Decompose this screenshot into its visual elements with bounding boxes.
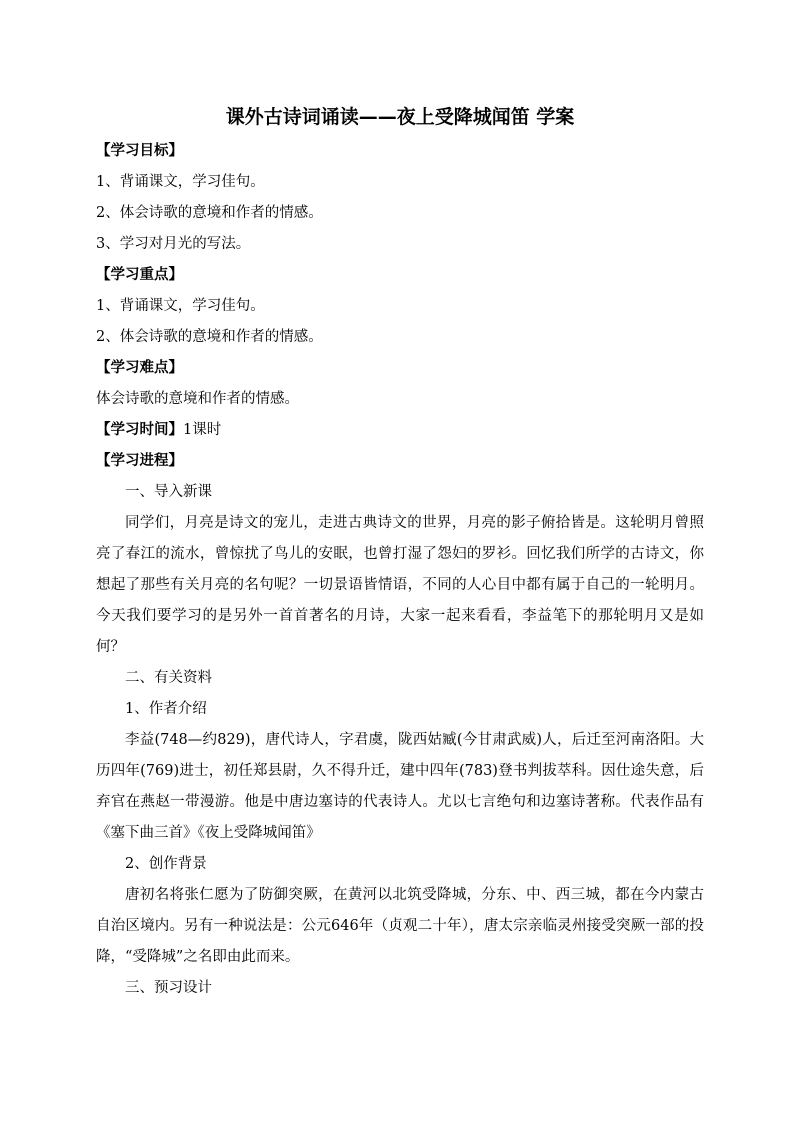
difficulties-heading: 【学习难点】 <box>96 360 183 376</box>
objectives-heading: 【学习目标】 <box>96 143 183 159</box>
key-point-item-1: 1、背诵课文，学习佳句。 <box>96 298 265 314</box>
objective-item-3: 3、学习对月光的写法。 <box>96 236 251 252</box>
section-intro-paragraph: 同学们，月亮是诗文的宠儿，走进古典诗文的世界，月亮的影子俯拾皆是。这轮明月曾照亮了春江的流水，曾惊扰了鸟儿的安眠，也曾打湿了怨妇的罗衫。回忆我们所学的古诗文，你想起了那些有关月亮的名句呢？一切景语皆情语，不同的人心目中都有属于自己的一轮明月。今天我们要学习的是另外一首首著名的月诗，大家一起来看看，李益笔下的那轮明月又是如何？ <box>96 515 704 655</box>
time-value: 1课时 <box>183 422 222 438</box>
objective-item-1: 1、背诵课文，学习佳句。 <box>96 174 265 190</box>
author-intro-paragraph: 李益(748—约829)，唐代诗人，字君虞，陇西姑臧(今甘肃武威)人，后迁至河南洛阳。大历四年(769)进士，初任郑县尉，久不得升迁，建中四年(783)登书判拔萃科。因仕途失意，后弃官在燕赵一带漫游。他是中唐边塞诗的代表诗人。尤以七言绝句和边塞诗著称。代表作品有《塞下曲三首》《夜上受降城闻笛》 <box>96 732 704 841</box>
time-heading: 【学习时间】 <box>96 422 183 438</box>
section-intro-title: 一、导入新课 <box>125 484 212 500</box>
author-intro-title: 1、作者介绍 <box>125 701 207 717</box>
time-row <box>96 415 704 446</box>
process-heading: 【学习进程】 <box>96 453 183 469</box>
document-page <box>96 98 704 1004</box>
difficulties-text: 体会诗歌的意境和作者的情感。 <box>96 391 299 407</box>
background-title: 2、创作背景 <box>125 856 207 872</box>
key-points-heading: 【学习重点】 <box>96 267 183 283</box>
background-paragraph: 唐初名将张仁愿为了防御突厥，在黄河以北筑受降城，分东、中、西三城，都在今内蒙古自治区境内。另有一种说法是：公元646年（贞观二十年），唐太宗亲临灵州接受突厥一部的投降，“受降城”之名即由此而来。 <box>96 887 704 965</box>
document-title: 课外古诗词诵读——夜上受降城闻笛 学案 <box>225 106 575 128</box>
section-preview-title: 三、预习设计 <box>125 980 212 996</box>
section-materials-title: 二、有关资料 <box>125 670 212 686</box>
key-point-item-2: 2、体会诗歌的意境和作者的情感。 <box>96 329 323 345</box>
objective-item-2: 2、体会诗歌的意境和作者的情感。 <box>96 205 323 221</box>
